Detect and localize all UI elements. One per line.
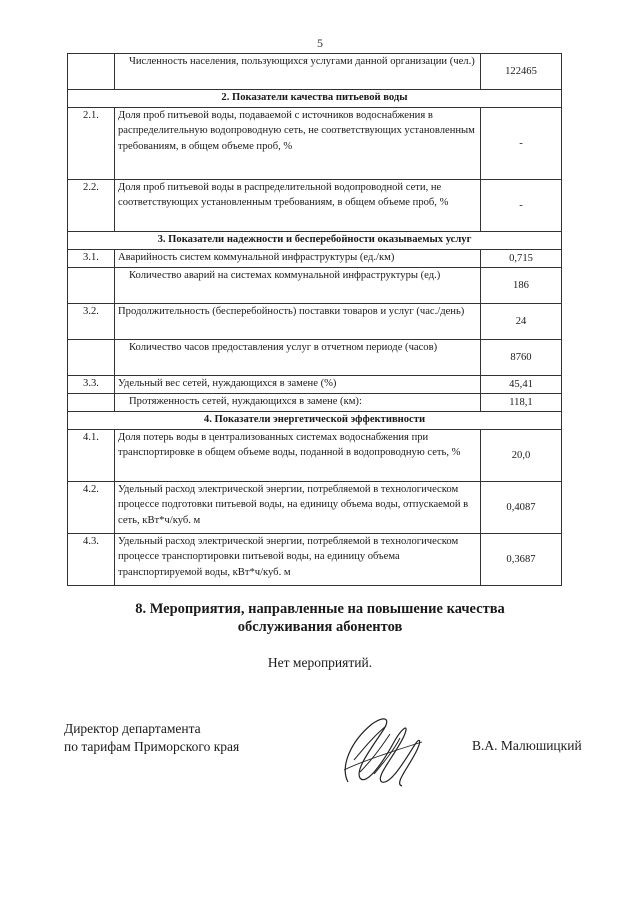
section-title: 3. Показатели надежности и бесперебойности оказываемых услуг	[68, 232, 562, 250]
row-number	[68, 54, 115, 90]
row-label: Удельный вес сетей, нуждающихся в замене (%)	[115, 376, 481, 394]
table-row	[68, 534, 562, 586]
row-number: 4.2.	[68, 482, 115, 534]
row-label: Количество часов предоставления услуг в отчетном периоде (часов)	[115, 340, 481, 376]
table-row	[68, 376, 562, 394]
row-label: Количество аварий на системах коммунальной инфраструктуры (ед.)	[115, 268, 481, 304]
section-row	[68, 412, 562, 430]
table-row	[68, 268, 562, 304]
director-title-line: Директор департамента	[64, 721, 201, 736]
row-label: Удельный расход электрической энергии, потребляемой в технологическом процессе подготовки питьевой воды, на единицу объема воды, отпускаемой в сеть, кВт*ч/куб. м	[115, 482, 481, 534]
row-label: Удельный расход электрической энергии, потребляемой в технологическом процессе транспортировки питьевой воды, на единицу объема транспортируемой воды, кВт*ч/куб. м	[115, 534, 481, 586]
row-label: Доля проб питьевой воды, подаваемой с источников водоснабжения в распределительную водопроводную сеть, не соответствующих установленным требованиям, в общем объеме проб, %	[115, 108, 481, 180]
table-row	[68, 430, 562, 482]
section-title: 4. Показатели энергетической эффективности	[68, 412, 562, 430]
no-measures-note: Нет мероприятий.	[267, 655, 373, 670]
heading-line: обслуживания абонентов	[237, 619, 403, 635]
row-label: Протяженность сетей, нуждающихся в замене (км):	[115, 394, 481, 412]
row-label: Численность населения, пользующихся услугами данной организации (чел.)	[115, 54, 481, 90]
section-title: 2. Показатели качества питьевой воды	[68, 90, 562, 108]
table-row	[68, 180, 562, 232]
row-number: 4.1.	[68, 430, 115, 482]
director-title	[64, 720, 239, 756]
row-value: 0,4087	[481, 482, 562, 534]
row-number: 3.2.	[68, 304, 115, 340]
heading-line: 8. Мероприятия, направленные на повышение качества	[135, 601, 505, 617]
table-row	[68, 304, 562, 340]
row-number: 3.1.	[68, 250, 115, 268]
row-value: 0,715	[481, 250, 562, 268]
row-value: -	[481, 180, 562, 232]
section-row	[68, 232, 562, 250]
table-row	[68, 482, 562, 534]
table-row	[68, 108, 562, 180]
row-label: Доля проб питьевой воды в распределительной водопроводной сети, не соответствующих установленным требованиям, в общем объеме проб, %	[115, 180, 481, 232]
signer-name: В.А. Малюшицкий	[472, 738, 582, 753]
row-value: 45,41	[481, 376, 562, 394]
row-value: 118,1	[481, 394, 562, 412]
row-value: 24	[481, 304, 562, 340]
row-value: 0,3687	[481, 534, 562, 586]
table-row	[68, 394, 562, 412]
row-number: 3.3.	[68, 376, 115, 394]
row-value: 186	[481, 268, 562, 304]
table-row	[68, 340, 562, 376]
row-value: 20,0	[481, 430, 562, 482]
indicators-table	[67, 53, 562, 586]
signature-image	[330, 712, 430, 792]
row-label: Аварийность систем коммунальной инфраструктуры (ед./км)	[115, 250, 481, 268]
row-value: 8760	[481, 340, 562, 376]
section-heading	[0, 600, 640, 636]
page-number: 5	[317, 36, 323, 50]
row-number: 2.2.	[68, 180, 115, 232]
row-value: -	[481, 108, 562, 180]
row-label: Доля потерь воды в централизованных системах водоснабжения при транспортировке в общем объеме воды, поданной в водопроводную сеть, %	[115, 430, 481, 482]
row-label: Продолжительность (бесперебойность) поставки товаров и услуг (час./день)	[115, 304, 481, 340]
row-number: 4.3.	[68, 534, 115, 586]
row-value: 122465	[481, 54, 562, 90]
row-number	[68, 394, 115, 412]
row-number	[68, 268, 115, 304]
row-number: 2.1.	[68, 108, 115, 180]
row-number	[68, 340, 115, 376]
section-row	[68, 90, 562, 108]
table-row	[68, 54, 562, 90]
table-row	[68, 250, 562, 268]
director-title-line: по тарифам Приморского края	[64, 739, 240, 754]
